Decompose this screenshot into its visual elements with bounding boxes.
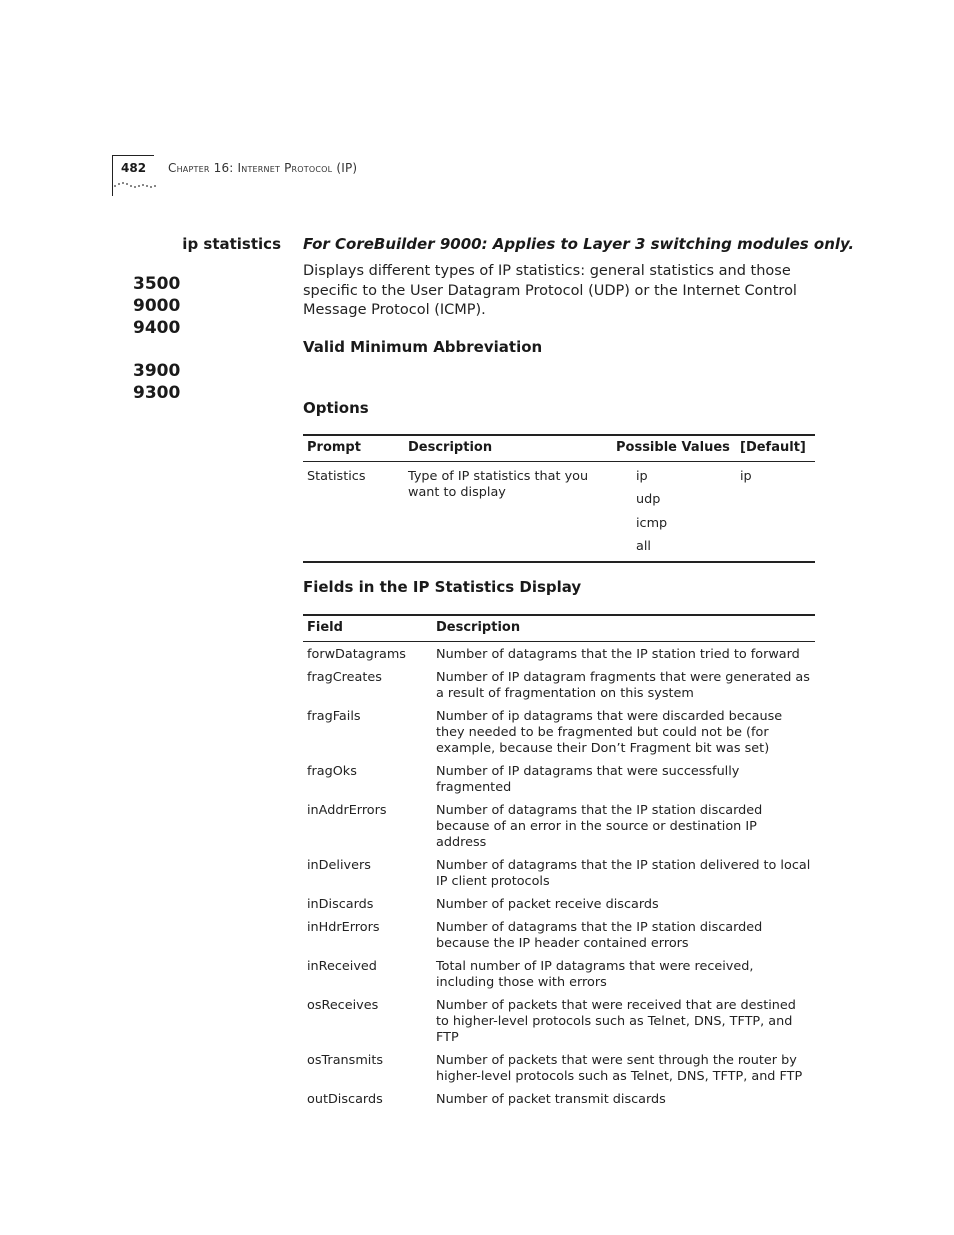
field-name-cell: forwDatagrams	[307, 647, 406, 662]
field-description-cell: Total number of IP datagrams that were received, including those with errors	[436, 959, 754, 990]
table-row	[303, 858, 815, 897]
table-row	[303, 803, 815, 858]
field-name-cell: inAddrErrors	[307, 803, 387, 818]
table-row	[303, 764, 815, 803]
model-number: 3500	[133, 274, 181, 294]
model-number: 9000	[133, 296, 181, 316]
applies-to-note: For CoreBuilder 9000: Applies to Layer 3 switching modules only.	[303, 235, 855, 253]
header-rule-horizontal	[112, 155, 154, 156]
column-header: Possible Values	[612, 435, 736, 462]
field-name-cell: inDelivers	[307, 858, 371, 873]
model-number: 9400	[133, 318, 181, 338]
field-name-cell: osTransmits	[307, 1053, 384, 1068]
model-number: 9300	[133, 383, 181, 403]
field-name-cell: inHdrErrors	[307, 920, 380, 935]
field-description-cell: Number of packets that were received that are destined to higher-level protocols such as Telnet, DNS, TFTP, and FTP	[436, 998, 796, 1045]
field-description-cell: Number of packet receive discards	[436, 897, 659, 912]
field-description-cell: Number of datagrams that the IP station discarded because the IP header contained errors	[436, 920, 763, 951]
page-number: 482	[121, 161, 147, 175]
table-row	[303, 920, 815, 959]
prompt-cell: Statistics	[307, 469, 366, 484]
field-name-cell: osReceives	[307, 998, 379, 1013]
command-name: ip statistics	[182, 235, 281, 253]
chapter-title: Chapter 16: Internet Protocol (IP)	[168, 161, 358, 175]
valid-abbreviation-heading: Valid Minimum Abbreviation	[303, 338, 543, 356]
field-description-cell: Number of datagrams that the IP station delivered to local IP client protocols	[436, 858, 811, 889]
field-name-cell: outDiscards	[307, 1092, 383, 1107]
default-cell: ip	[740, 469, 752, 484]
table-row	[303, 1053, 815, 1092]
possible-value: all	[636, 538, 651, 554]
description-cell: Type of IP statistics that you want to display	[408, 469, 589, 500]
field-name-cell: inReceived	[307, 959, 377, 974]
column-header: Field	[303, 615, 432, 642]
column-header: [Default]	[736, 435, 815, 462]
field-description-cell: Number of ip datagrams that were discarded because they needed to be fragmented but could not be (for example, because their Don’t Fragment bit was set)	[436, 709, 783, 756]
model-number: 3900	[133, 361, 181, 381]
options-heading: Options	[303, 399, 369, 417]
column-header: Description	[404, 435, 612, 462]
table-row	[303, 959, 815, 998]
column-header: Description	[432, 615, 815, 642]
table-row	[303, 897, 815, 920]
fields-heading: Fields in the IP Statistics Display	[303, 578, 582, 596]
possible-value: ip	[636, 469, 648, 484]
table-row	[303, 998, 815, 1053]
table-row	[303, 670, 815, 709]
table-row	[303, 642, 815, 671]
field-description-cell: Number of datagrams that the IP station tried to forward	[436, 647, 800, 662]
command-description: Displays different types of IP statistics: general statistics and those specific to the User Datagram Protocol (UDP) or the Internet Control Message Protocol (ICMP).	[303, 263, 797, 318]
possible-value: icmp	[636, 515, 668, 531]
table-row	[303, 462, 815, 562]
fields-table	[303, 614, 815, 1115]
field-description-cell: Number of datagrams that the IP station discarded because of an error in the source or destination IP address	[436, 803, 763, 850]
field-name-cell: fragFails	[307, 709, 361, 724]
field-description-cell: Number of packet transmit discards	[436, 1092, 666, 1107]
field-name-cell: fragCreates	[307, 670, 382, 685]
possible-values-cell	[612, 462, 736, 562]
field-description-cell: Number of IP datagram fragments that were generated as a result of fragmentation on this system	[436, 670, 810, 701]
possible-value: udp	[636, 492, 661, 508]
field-name-cell: inDiscards	[307, 897, 374, 912]
field-description-cell: Number of packets that were sent through the router by higher-level protocols such as Telnet, DNS, TFTP, and FTP	[436, 1053, 803, 1084]
table-row	[303, 709, 815, 764]
field-description-cell: Number of IP datagrams that were successfully fragmented	[436, 764, 740, 795]
table-row	[303, 1092, 815, 1115]
model-list	[133, 273, 180, 404]
header-dots-ornament	[113, 180, 157, 190]
column-header: Prompt	[303, 435, 404, 462]
field-name-cell: fragOks	[307, 764, 357, 779]
options-table	[303, 434, 815, 563]
